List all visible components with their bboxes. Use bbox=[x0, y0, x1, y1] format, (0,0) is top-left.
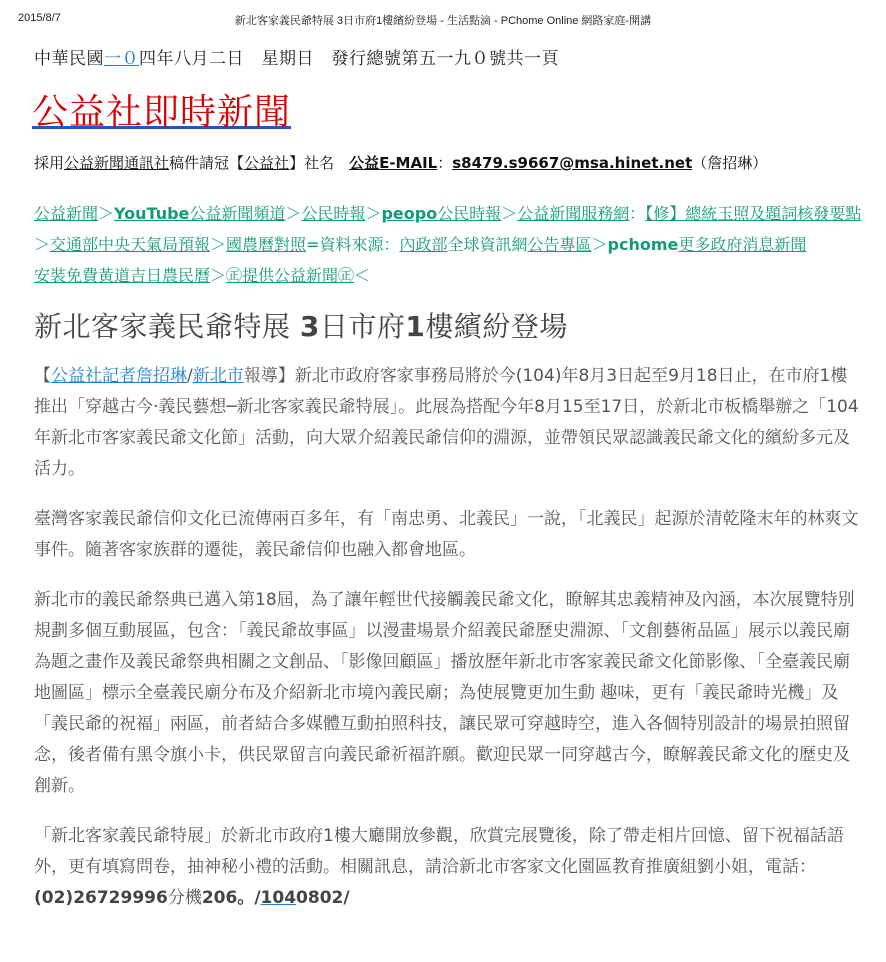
email-label: 公益E-MAIL bbox=[349, 154, 438, 172]
dateline bbox=[34, 44, 559, 69]
nav-link-citizen-news[interactable]: 公民時報 bbox=[301, 204, 366, 223]
headline-part: 日市府 bbox=[319, 310, 406, 343]
nav-link-interior-ministry[interactable]: 內政部 bbox=[399, 235, 448, 254]
reporter-link[interactable]: 公益社記者詹招琳 bbox=[51, 366, 187, 386]
nav-separator: ＞ bbox=[365, 204, 382, 223]
contact-text: 稿件請冠【 bbox=[169, 154, 245, 172]
email-address[interactable]: s8479.s9667@msa.hinet.net bbox=[452, 154, 693, 172]
date-code-link-text: 104 bbox=[260, 888, 297, 908]
print-header bbox=[18, 12, 868, 28]
contact-line bbox=[34, 152, 767, 173]
nav-link-president-photo[interactable]: 【修】總統玉照及題詞核發要點 bbox=[645, 204, 862, 223]
nav-link-more-news[interactable]: 更多政府消息新聞 bbox=[678, 235, 807, 254]
article-paragraph-2: 臺灣客家義民爺信仰文化已流傳兩百多年，有「南忠勇、北義民」一說，「北義民」起源於清乾隆末年的林爽文事件。隨著客家族群的遷徙，義民爺信仰也融入都會地區。 bbox=[34, 509, 859, 560]
phone-number: (02)26729996 bbox=[34, 888, 168, 908]
article-paragraph-1 bbox=[34, 361, 862, 485]
short-name: 公益社 bbox=[244, 154, 290, 172]
nav-link-peopo[interactable] bbox=[381, 204, 501, 223]
news-agency-name: 公益新聞通訊社 bbox=[64, 154, 170, 172]
nav-separator: ＞ bbox=[34, 235, 51, 254]
contact-text: ： bbox=[437, 154, 453, 172]
nav-source-label: =資料來源： bbox=[306, 235, 400, 254]
headline-floor: 1 bbox=[405, 310, 426, 343]
nav-portal-label: 全球資訊網 bbox=[447, 235, 528, 254]
contact-text: （詹招琳） bbox=[692, 154, 768, 172]
nav-link-calendar[interactable]: 國農曆對照 bbox=[226, 235, 307, 254]
nav-link-provide-news[interactable]: ㊣提供公益新聞㊣ bbox=[226, 266, 355, 285]
site-brand-title[interactable]: 公益社即時新聞 bbox=[32, 92, 292, 133]
paragraph-text: 報導】新北市政府客家事務局將於今(104)年8月3日起至9月18日止，在市府1樓推出「穿越古今‧義民藝想─新北客家義民爺特展」。此展為搭配今年8月15至17日，於新北市板橋舉辦之「104年新北市客家義民爺文化節」活動，向大眾介紹義民爺信仰的淵源，並帶領民眾認識義民爺文化的繽紛多元及活力。 bbox=[34, 366, 859, 479]
nav-link-service-network[interactable]: 公益新聞服務網 bbox=[517, 204, 630, 223]
dateline-rest: 四年八月二日 星期日 發行總號第五一九０號共一頁 bbox=[139, 49, 559, 69]
article-headline bbox=[34, 305, 568, 345]
nav-link-news[interactable]: 公益新聞 bbox=[34, 204, 99, 223]
nav-link-youtube[interactable] bbox=[114, 204, 285, 223]
nav-colon: ： bbox=[629, 204, 646, 223]
headline-day: 3 bbox=[299, 310, 320, 343]
tail-text: 。/ bbox=[237, 888, 261, 908]
date-code-link[interactable] bbox=[261, 888, 297, 908]
nav-separator: ＞ bbox=[210, 235, 227, 254]
headline-part: 樓繽紛登場 bbox=[425, 310, 568, 343]
bracket-open: 【 bbox=[34, 366, 51, 386]
article-paragraph-3: 新北市的義民爺祭典已邁入第18屆，為了讓年輕世代接觸義民爺文化，瞭解其忠義精神及內涵，本次展覽特別規劃多個互動展區，包含：「義民爺故事區」以漫畫場景介紹義民爺歷史淵源、「文創藝術品區」展示以義民廟為題之畫作及義民爺祭典相關之文創品、「影像回顧區」播放歷年新北市客家義民爺文化節影像、「全臺義民廟地圖區」標示全臺義民廟分布及介紹新北市境內義民廟；為使展覽更加生動 趣味，更有「義民爺時光機」及「義民爺的祝福」兩區，前者結合多媒體互動拍照科技，讓民眾可穿越時空，進入各個特別設計的場景拍照留念，後者備有黑令旗小卡，供民眾留言向義民爺祈福許願。歡迎民眾一同穿越古今，瞭解義民爺文化的歷史及創新。 bbox=[34, 590, 855, 796]
dateline-prefix: 中華民國 bbox=[34, 49, 104, 69]
nav-pchome-label: pchome bbox=[607, 235, 679, 254]
nav-link-youtube-text: 公益新聞頻道 bbox=[189, 204, 286, 223]
extension-label: 分機 bbox=[167, 888, 202, 908]
headline-part: 新北客家義民爺特展 bbox=[34, 310, 300, 343]
paragraph-text: 「新北客家義民爺特展」於新北市政府1樓大廳開放參觀，欣賞完展覽後，除了帶走相片回憶、留下祝福話語外，更有填寫問卷，抽神秘小禮的活動。相關訊息，請洽新北市客家文化園區教育推廣組劉小姐，電話： bbox=[34, 826, 844, 877]
nav-link-youtube-bold: YouTube bbox=[114, 204, 190, 223]
nav-link-announcements[interactable]: 公告專區 bbox=[527, 235, 592, 254]
nav-link-peopo-bold: peopo bbox=[381, 204, 438, 223]
tail-text: 0802/ bbox=[296, 888, 350, 908]
nav-separator: ＞ bbox=[98, 204, 115, 223]
nav-separator: ＞ bbox=[210, 266, 227, 285]
nav-separator: ＞ bbox=[285, 204, 302, 223]
contact-text: 】社名 bbox=[289, 154, 350, 172]
dateline-year-link[interactable]: 一０ bbox=[104, 49, 139, 69]
slash: / bbox=[187, 366, 193, 386]
nav-links bbox=[34, 198, 864, 291]
nav-link-peopo-text: 公民時報 bbox=[437, 204, 502, 223]
city-link[interactable]: 新北市 bbox=[192, 366, 244, 386]
nav-separator: ＞ bbox=[501, 204, 518, 223]
extension-number: 206 bbox=[201, 888, 238, 908]
nav-end-mark: ＜ bbox=[354, 266, 371, 285]
nav-link-install-almanac[interactable]: 安裝免費黃道吉日農民曆 bbox=[34, 266, 211, 285]
article-body bbox=[34, 361, 862, 933]
nav-link-weather[interactable]: 交通部中央天氣局預報 bbox=[50, 235, 211, 254]
print-date: 2015/8/7 bbox=[18, 12, 61, 24]
article-paragraph-4 bbox=[34, 821, 862, 914]
print-page-title: 新北客家義民爺特展 3日市府1樓繽紛登場 - 生活點滴 - PChome Online 網路家庭-開講 bbox=[234, 15, 652, 27]
contact-text: 採用 bbox=[34, 154, 65, 172]
nav-separator: ＞ bbox=[591, 235, 608, 254]
